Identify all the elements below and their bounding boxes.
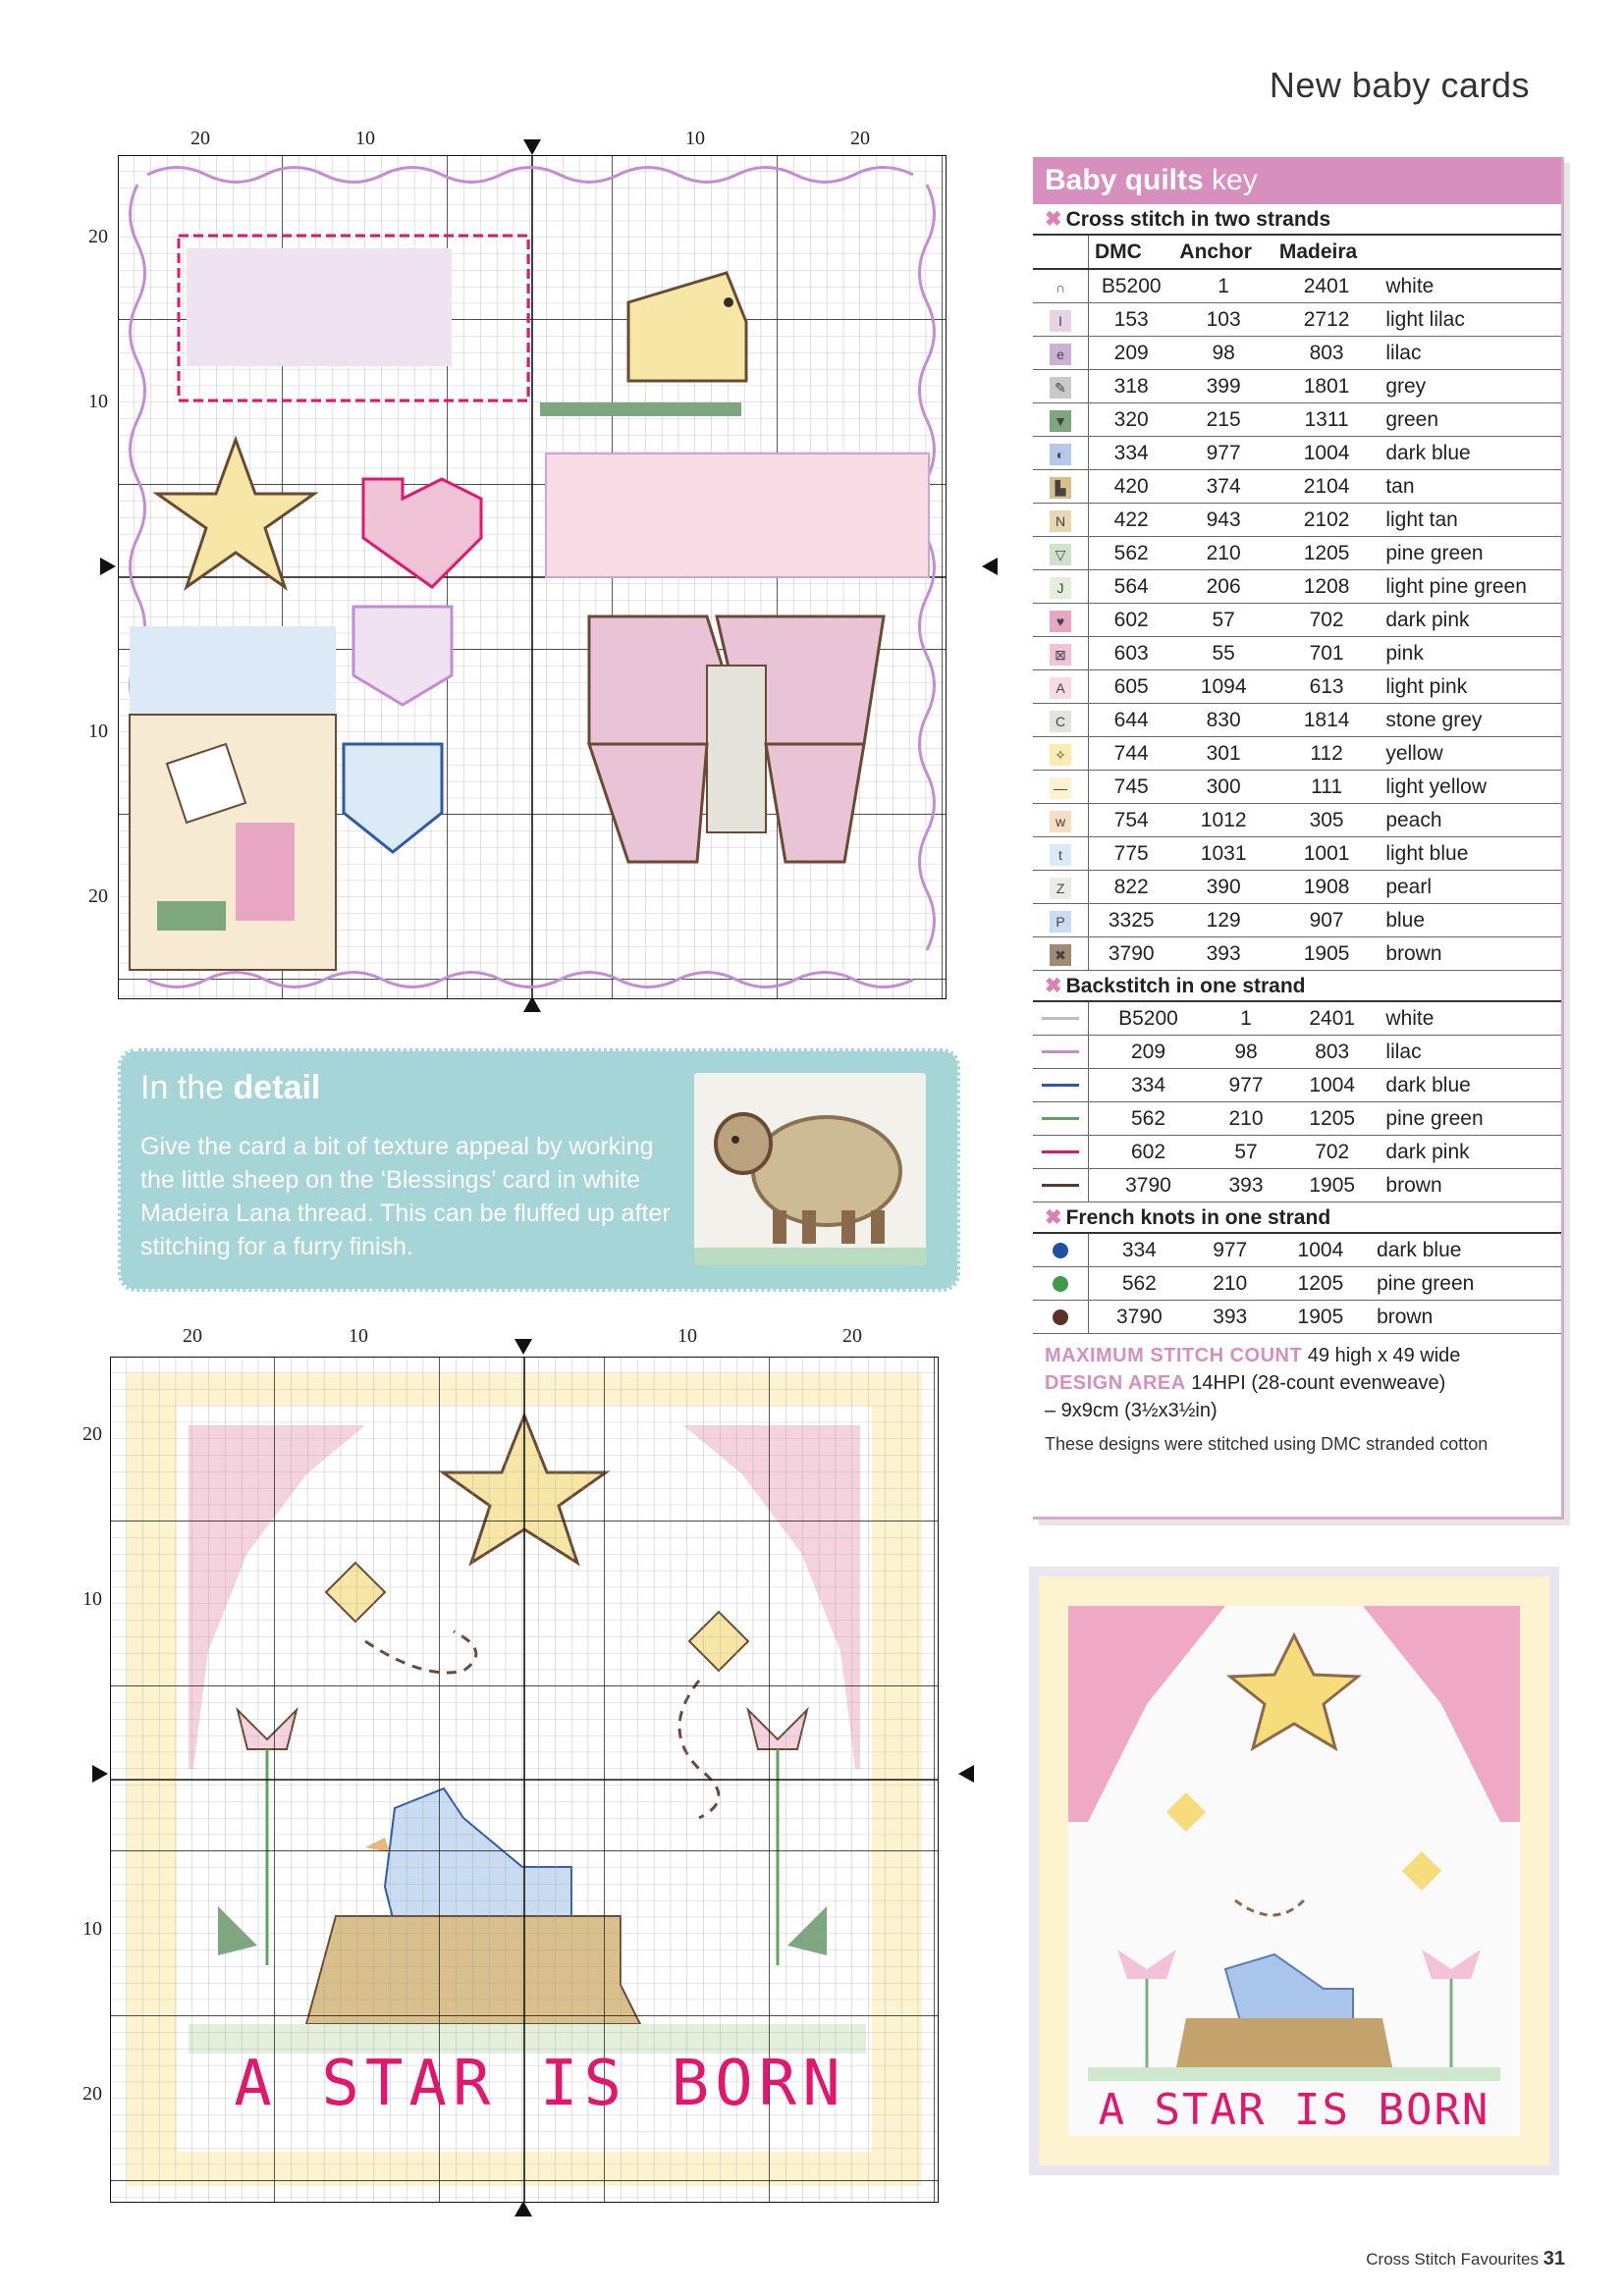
dmc-cell: 602 xyxy=(1089,604,1174,637)
detail-box xyxy=(118,1048,960,1292)
french-knots-table xyxy=(1033,1234,1561,1334)
table-row xyxy=(1033,904,1561,937)
color-name-cell: green xyxy=(1380,403,1561,437)
dmc-cell: 422 xyxy=(1089,504,1174,537)
dmc-cell: 562 xyxy=(1089,1102,1208,1136)
anchor-cell: 393 xyxy=(1173,937,1272,971)
ruler-label: 10 xyxy=(349,1325,368,1347)
thread-symbol-icon: J xyxy=(1050,577,1071,599)
madeira-cell: 1801 xyxy=(1273,370,1380,403)
dmc-cell: 209 xyxy=(1089,1036,1208,1069)
thread-symbol-icon: ⊠ xyxy=(1050,644,1071,666)
dmc-cell: 334 xyxy=(1089,1069,1208,1102)
ruler-label: 20 xyxy=(842,1325,862,1347)
madeira-cell: 2401 xyxy=(1273,269,1380,303)
color-name-cell: brown xyxy=(1380,1169,1561,1202)
symbol-cell xyxy=(1033,269,1089,303)
anchor-cell: 1 xyxy=(1208,1002,1284,1036)
backstitch-line-icon xyxy=(1042,1117,1079,1120)
color-name-cell: pine green xyxy=(1380,537,1561,570)
cross-icon: ✖ xyxy=(1045,208,1062,231)
table-row xyxy=(1033,303,1561,337)
symbol-cell xyxy=(1033,403,1089,437)
madeira-cell: 1208 xyxy=(1273,570,1380,604)
color-name-cell: stone grey xyxy=(1380,704,1561,737)
table-row xyxy=(1033,704,1561,737)
color-name-cell: dark blue xyxy=(1380,1069,1561,1102)
thread-symbol-icon: ▼ xyxy=(1050,410,1071,432)
madeira-cell: 1205 xyxy=(1271,1267,1371,1301)
side-label: 20 xyxy=(82,1423,102,1445)
table-row xyxy=(1033,1036,1561,1069)
dmc-cell: 754 xyxy=(1089,804,1174,837)
dmc-cell: 744 xyxy=(1089,737,1174,771)
symbol-cell xyxy=(1033,771,1089,804)
dmc-cell: 3325 xyxy=(1089,904,1174,937)
madeira-cell: 1905 xyxy=(1273,937,1380,971)
design-area-size: – 9x9cm (3½x3½in) xyxy=(1045,1400,1218,1421)
madeira-cell: 1814 xyxy=(1273,704,1380,737)
madeira-cell: 907 xyxy=(1273,904,1380,937)
anchor-cell: 300 xyxy=(1173,771,1272,804)
cotton-note: These designs were stitched using DMC stranded cotton xyxy=(1045,1434,1489,1454)
ruler-label: 10 xyxy=(685,128,705,149)
ruler-label: 20 xyxy=(190,128,210,149)
page-footer xyxy=(1366,2248,1565,2270)
design-area-line xyxy=(1045,1369,1549,1397)
thread-symbol-icon: A xyxy=(1050,677,1071,699)
pattern-grid-blessings xyxy=(118,155,947,999)
color-name-cell: dark pink xyxy=(1380,1136,1561,1169)
symbol-cell xyxy=(1033,637,1089,670)
color-name-cell: dark blue xyxy=(1371,1234,1561,1267)
thread-symbol-icon: ◐ xyxy=(1050,444,1071,465)
symbol-cell xyxy=(1033,1036,1089,1069)
dmc-cell: 775 xyxy=(1089,837,1174,871)
madeira-cell: 1905 xyxy=(1284,1169,1380,1202)
name-col-header xyxy=(1380,236,1561,269)
ruler-label: 20 xyxy=(183,1325,202,1347)
max-stitch-label: MAXIMUM STITCH COUNT xyxy=(1045,1345,1303,1366)
center-arrow-icon xyxy=(514,1339,532,1355)
madeira-cell: 1004 xyxy=(1271,1234,1371,1267)
thread-symbol-icon: C xyxy=(1050,711,1071,732)
madeira-cell: 701 xyxy=(1273,637,1380,670)
stitch-key-panel xyxy=(1033,157,1564,1520)
thread-symbol-icon: I xyxy=(1050,310,1071,332)
page-title: New baby cards xyxy=(1269,65,1530,105)
dmc-col-header: DMC xyxy=(1089,236,1174,269)
anchor-cell: 1094 xyxy=(1173,670,1272,704)
symbol-cell xyxy=(1033,370,1089,403)
backstitch-line-icon xyxy=(1042,1184,1079,1187)
table-row xyxy=(1033,570,1561,604)
sheep-photo xyxy=(694,1073,926,1265)
madeira-cell: 2401 xyxy=(1284,1002,1380,1036)
table-row xyxy=(1033,737,1561,771)
table-row xyxy=(1033,804,1561,837)
anchor-cell: 129 xyxy=(1173,904,1272,937)
dmc-cell: 602 xyxy=(1089,1136,1208,1169)
thread-symbol-icon: ✎ xyxy=(1050,377,1071,399)
color-name-cell: grey xyxy=(1380,370,1561,403)
madeira-cell: 1205 xyxy=(1273,537,1380,570)
anchor-cell: 210 xyxy=(1208,1102,1284,1136)
french-knot-dot-icon xyxy=(1053,1309,1068,1325)
table-row xyxy=(1033,604,1561,637)
symbol-cell xyxy=(1033,437,1089,470)
cross-stitch-rows xyxy=(1033,269,1561,971)
anchor-cell: 977 xyxy=(1173,437,1272,470)
madeira-cell: 702 xyxy=(1284,1136,1380,1169)
symbol-cell xyxy=(1033,537,1089,570)
symbol-cell xyxy=(1033,1267,1089,1301)
color-name-cell: tan xyxy=(1380,470,1561,504)
side-label: 20 xyxy=(88,885,108,907)
anchor-cell: 98 xyxy=(1208,1036,1284,1069)
finished-card-motto: A STAR IS BORN xyxy=(1098,2085,1490,2135)
symbol-cell xyxy=(1033,1102,1089,1136)
color-name-cell: pine green xyxy=(1380,1102,1561,1136)
symbol-cell xyxy=(1033,570,1089,604)
anchor-cell: 55 xyxy=(1173,637,1272,670)
side-label: 10 xyxy=(88,721,108,742)
ruler-label: 10 xyxy=(677,1325,697,1347)
center-arrow-icon xyxy=(958,1765,974,1783)
anchor-cell: 943 xyxy=(1173,504,1272,537)
anchor-cell: 393 xyxy=(1208,1169,1284,1202)
madeira-cell: 803 xyxy=(1273,337,1380,370)
ruler-label: 10 xyxy=(355,128,375,149)
center-arrow-icon xyxy=(523,139,541,155)
thread-symbol-icon: ∩ xyxy=(1050,277,1071,298)
table-row xyxy=(1033,1267,1561,1301)
color-name-cell: dark blue xyxy=(1380,437,1561,470)
center-arrow-icon xyxy=(514,2201,532,2216)
sheep-illustration xyxy=(694,1073,926,1265)
backstitch-label: Backstitch in one strand xyxy=(1065,975,1306,997)
symbol-cell xyxy=(1033,1234,1089,1267)
color-name-cell: light lilac xyxy=(1380,303,1561,337)
thread-symbol-icon: Z xyxy=(1050,878,1071,899)
madeira-cell: 2102 xyxy=(1273,504,1380,537)
thread-symbol-icon: ▽ xyxy=(1050,544,1071,565)
table-row xyxy=(1033,637,1561,670)
french-knots-rows xyxy=(1033,1234,1561,1334)
anchor-cell: 1012 xyxy=(1173,804,1272,837)
symbol-col-header xyxy=(1033,236,1089,269)
table-row xyxy=(1033,670,1561,704)
color-name-cell: white xyxy=(1380,269,1561,303)
chart-star-is-born xyxy=(82,1325,972,2238)
dmc-cell: B5200 xyxy=(1089,1002,1208,1036)
key-title xyxy=(1033,157,1561,204)
symbol-cell xyxy=(1033,1069,1089,1102)
table-row xyxy=(1033,1234,1561,1267)
page-number: 31 xyxy=(1543,2248,1565,2269)
madeira-cell: 1905 xyxy=(1271,1301,1371,1334)
madeira-cell: 702 xyxy=(1273,604,1380,637)
dmc-cell: 334 xyxy=(1089,1234,1190,1267)
backstitch-heading xyxy=(1033,971,1561,1002)
color-name-cell: peach xyxy=(1380,804,1561,837)
dmc-cell: 3790 xyxy=(1089,937,1174,971)
symbol-cell xyxy=(1033,670,1089,704)
symbol-cell xyxy=(1033,1301,1089,1334)
thread-symbol-icon: ✖ xyxy=(1050,944,1071,966)
center-arrow-icon xyxy=(100,558,116,575)
madeira-cell: 305 xyxy=(1273,804,1380,837)
symbol-cell xyxy=(1033,303,1089,337)
color-name-cell: lilac xyxy=(1380,337,1561,370)
anchor-col-header: Anchor xyxy=(1173,236,1272,269)
french-knot-dot-icon xyxy=(1053,1243,1068,1258)
symbol-cell xyxy=(1033,1002,1089,1036)
cross-stitch-table xyxy=(1033,236,1561,971)
madeira-cell: 1311 xyxy=(1273,403,1380,437)
cross-icon: ✖ xyxy=(1045,1206,1062,1229)
center-arrow-icon xyxy=(92,1765,108,1783)
dmc-cell: 334 xyxy=(1089,437,1174,470)
side-label: 10 xyxy=(82,1588,102,1610)
backstitch-table xyxy=(1033,1002,1561,1202)
finished-card-illustration xyxy=(1029,1567,1559,2175)
side-label: 10 xyxy=(88,391,108,412)
color-name-cell: brown xyxy=(1371,1301,1561,1334)
table-row xyxy=(1033,1136,1561,1169)
symbol-cell xyxy=(1033,904,1089,937)
madeira-cell: 111 xyxy=(1273,771,1380,804)
french-knots-label: French knots in one strand xyxy=(1065,1206,1331,1229)
french-knot-dot-icon xyxy=(1053,1276,1068,1292)
color-name-cell: blue xyxy=(1380,904,1561,937)
finished-card-photo xyxy=(1029,1567,1559,2175)
table-row xyxy=(1033,1002,1561,1036)
madeira-cell: 1205 xyxy=(1284,1102,1380,1136)
thread-symbol-icon: ♥ xyxy=(1050,611,1071,632)
madeira-cell: 613 xyxy=(1273,670,1380,704)
anchor-cell: 830 xyxy=(1173,704,1272,737)
symbol-cell xyxy=(1033,337,1089,370)
thread-symbol-icon: ✧ xyxy=(1050,744,1071,766)
max-stitch-value: 49 high x 49 wide xyxy=(1307,1345,1461,1366)
table-row xyxy=(1033,1301,1561,1334)
thread-symbol-icon: ▙ xyxy=(1050,477,1071,499)
table-row xyxy=(1033,937,1561,971)
symbol-cell xyxy=(1033,1169,1089,1202)
anchor-cell: 301 xyxy=(1173,737,1272,771)
table-row xyxy=(1033,337,1561,370)
backstitch-rows xyxy=(1033,1002,1561,1202)
color-name-cell: dark pink xyxy=(1380,604,1561,637)
madeira-cell: 1004 xyxy=(1273,437,1380,470)
dmc-cell: 562 xyxy=(1089,1267,1190,1301)
design-area-label: DESIGN AREA xyxy=(1045,1372,1186,1394)
thread-symbol-icon: P xyxy=(1050,911,1071,933)
backstitch-line-icon xyxy=(1042,1084,1079,1087)
anchor-cell: 98 xyxy=(1173,337,1272,370)
table-row xyxy=(1033,370,1561,403)
madeira-col-header: Madeira xyxy=(1273,236,1380,269)
thread-symbol-icon: t xyxy=(1050,844,1071,866)
table-row xyxy=(1033,871,1561,904)
symbol-cell xyxy=(1033,704,1089,737)
thread-symbol-icon: w xyxy=(1050,811,1071,832)
table-row xyxy=(1033,470,1561,504)
max-stitch-line xyxy=(1045,1342,1549,1369)
anchor-cell: 1 xyxy=(1173,269,1272,303)
dmc-cell: 603 xyxy=(1089,637,1174,670)
madeira-cell: 1004 xyxy=(1284,1069,1380,1102)
dmc-cell: 318 xyxy=(1089,370,1174,403)
dmc-cell: 822 xyxy=(1089,871,1174,904)
french-knots-heading xyxy=(1033,1202,1561,1234)
madeira-cell: 112 xyxy=(1273,737,1380,771)
symbol-cell xyxy=(1033,737,1089,771)
symbol-cell xyxy=(1033,937,1089,971)
anchor-cell: 399 xyxy=(1173,370,1272,403)
anchor-cell: 210 xyxy=(1190,1267,1271,1301)
thread-symbol-icon: e xyxy=(1050,344,1071,365)
anchor-cell: 390 xyxy=(1173,871,1272,904)
color-name-cell: light tan xyxy=(1380,504,1561,537)
dmc-cell: 562 xyxy=(1089,537,1174,570)
color-name-cell: light pine green xyxy=(1380,570,1561,604)
side-label: 20 xyxy=(82,2083,102,2105)
cross-stitch-label: Cross stitch in two strands xyxy=(1065,208,1331,231)
symbol-cell xyxy=(1033,837,1089,871)
madeira-cell: 1001 xyxy=(1273,837,1380,871)
backstitch-line-icon xyxy=(1042,1017,1079,1020)
dmc-cell: 3790 xyxy=(1089,1301,1190,1334)
dmc-cell: 605 xyxy=(1089,670,1174,704)
color-name-cell: pine green xyxy=(1371,1267,1561,1301)
table-row xyxy=(1033,1169,1561,1202)
magazine-name: Cross Stitch Favourites xyxy=(1366,2250,1540,2269)
key-title-rest: key xyxy=(1212,164,1258,196)
color-name-cell: yellow xyxy=(1380,737,1561,771)
symbol-cell xyxy=(1033,504,1089,537)
table-row xyxy=(1033,537,1561,570)
anchor-cell: 210 xyxy=(1173,537,1272,570)
anchor-cell: 393 xyxy=(1190,1301,1271,1334)
dmc-cell: 320 xyxy=(1089,403,1174,437)
stitch-info xyxy=(1033,1334,1561,1424)
center-arrow-icon xyxy=(982,558,998,575)
side-label: 10 xyxy=(82,1918,102,1940)
anchor-cell: 977 xyxy=(1208,1069,1284,1102)
color-name-cell: lilac xyxy=(1380,1036,1561,1069)
table-row xyxy=(1033,504,1561,537)
table-row xyxy=(1033,403,1561,437)
dmc-cell: B5200 xyxy=(1089,269,1174,303)
motto-text: A STAR IS BORN xyxy=(234,2048,846,2120)
table-row xyxy=(1033,837,1561,871)
dmc-cell: 420 xyxy=(1089,470,1174,504)
dmc-cell: 3790 xyxy=(1089,1169,1208,1202)
color-name-cell: pink xyxy=(1380,637,1561,670)
color-name-cell: brown xyxy=(1380,937,1561,971)
symbol-cell xyxy=(1033,470,1089,504)
table-row xyxy=(1033,437,1561,470)
backstitch-line-icon xyxy=(1042,1150,1079,1153)
madeira-cell: 1908 xyxy=(1273,871,1380,904)
symbol-cell xyxy=(1033,604,1089,637)
color-name-cell: pearl xyxy=(1380,871,1561,904)
ruler-label: 20 xyxy=(850,128,870,149)
thread-symbol-icon: — xyxy=(1050,777,1071,799)
table-row xyxy=(1033,1102,1561,1136)
dmc-cell: 209 xyxy=(1089,337,1174,370)
color-name-cell: light yellow xyxy=(1380,771,1561,804)
design-area-value: 14HPI (28-count evenweave) xyxy=(1191,1372,1446,1394)
anchor-cell: 57 xyxy=(1208,1136,1284,1169)
color-name-cell: light pink xyxy=(1380,670,1561,704)
anchor-cell: 215 xyxy=(1173,403,1272,437)
anchor-cell: 103 xyxy=(1173,303,1272,337)
table-row xyxy=(1033,771,1561,804)
detail-title-bold: detail xyxy=(233,1069,321,1106)
table-row xyxy=(1033,269,1561,303)
anchor-cell: 1031 xyxy=(1173,837,1272,871)
madeira-cell: 803 xyxy=(1284,1036,1380,1069)
symbol-cell xyxy=(1033,871,1089,904)
detail-text: Give the card a bit of texture appeal by working the little sheep on the ‘Blessings’ card in white Madeira Lana thread. This can be fluffed up after stitching for a furry finish. xyxy=(140,1133,671,1260)
dmc-cell: 153 xyxy=(1089,303,1174,337)
symbol-cell xyxy=(1033,804,1089,837)
dmc-cell: 644 xyxy=(1089,704,1174,737)
side-label: 20 xyxy=(88,226,108,247)
color-name-cell: light blue xyxy=(1380,837,1561,871)
key-title-bold: Baby quilts xyxy=(1045,164,1204,196)
cross-stitch-heading xyxy=(1033,204,1561,236)
anchor-cell: 206 xyxy=(1173,570,1272,604)
table-row xyxy=(1033,1069,1561,1102)
madeira-cell: 2712 xyxy=(1273,303,1380,337)
color-name-cell: white xyxy=(1380,1002,1561,1036)
anchor-cell: 57 xyxy=(1173,604,1272,637)
cross-icon: ✖ xyxy=(1045,975,1062,997)
detail-title-light: In the xyxy=(140,1069,225,1106)
symbol-cell xyxy=(1033,1136,1089,1169)
detail-title xyxy=(140,1069,320,1107)
thread-symbol-icon: N xyxy=(1050,510,1071,532)
anchor-cell: 977 xyxy=(1190,1234,1271,1267)
backstitch-line-icon xyxy=(1042,1050,1079,1053)
chart-blessings xyxy=(88,128,972,1011)
dmc-cell: 564 xyxy=(1089,570,1174,604)
table-header xyxy=(1033,236,1561,269)
madeira-cell: 2104 xyxy=(1273,470,1380,504)
dmc-cell: 745 xyxy=(1089,771,1174,804)
anchor-cell: 374 xyxy=(1173,470,1272,504)
